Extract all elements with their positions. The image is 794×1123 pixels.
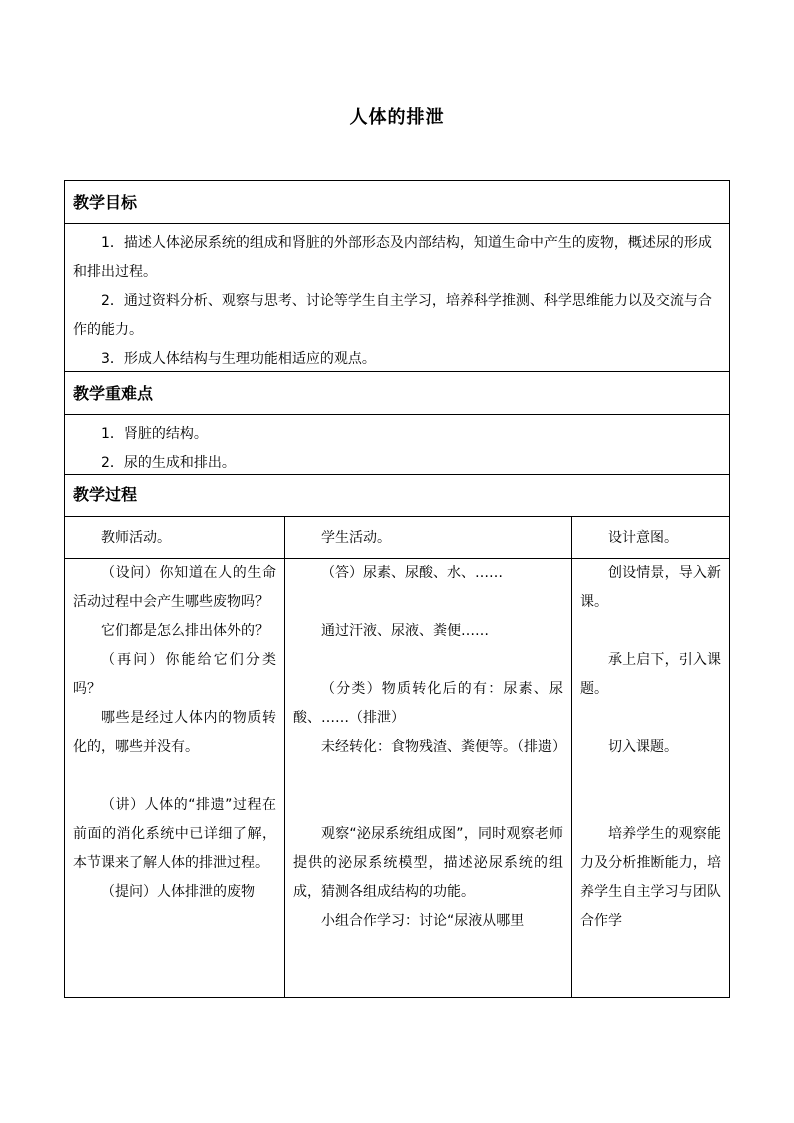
spacer <box>73 762 276 791</box>
keypoints-header: 教学重难点 <box>65 372 729 415</box>
student-line: （分类）物质转化后的有：尿素、尿酸、……（排泄） <box>293 681 563 726</box>
teacher-line: 哪些是经过人体内的物质转化的，哪些并没有。 <box>73 710 276 755</box>
col-header-student: 学生活动。 <box>321 530 391 546</box>
student-activity-cell <box>285 559 571 936</box>
teacher-activity-cell <box>65 559 284 907</box>
goal-item-1: 1．描述人体泌尿系统的组成和肾脏的外部形态及内部结构，知道生命中产生的废物，概述尿的形成和排出过程。 <box>73 235 712 280</box>
spacer <box>293 646 563 675</box>
spacer <box>293 588 563 617</box>
intent-cell <box>572 559 729 936</box>
goals-header: 教学目标 <box>65 181 729 224</box>
intent-line: 切入课题。 <box>608 739 678 755</box>
spacer <box>580 791 721 820</box>
goals-content <box>65 229 729 374</box>
keypoint-item-2: 2．尿的生成和排出。 <box>101 455 236 471</box>
teacher-line: （再问）你能给它们分类吗？ <box>73 652 276 697</box>
teacher-line: 它们都是怎么排出体外的？ <box>101 623 269 639</box>
teacher-line: （设问）你知道在人的生命活动过程中会产生哪些废物吗？ <box>73 565 276 610</box>
student-line: 小组合作学习：讨论“尿液从哪里 <box>321 913 525 929</box>
spacer <box>293 791 563 820</box>
keypoint-item-1: 1．肾脏的结构。 <box>101 426 208 442</box>
intent-line: 承上启下，引入课题。 <box>580 652 721 697</box>
intent-line: 创设情景，导入新课。 <box>580 565 721 610</box>
col-header-intent: 设计意图。 <box>608 530 678 546</box>
student-line: 未经转化：食物残渣、粪便等。（排遗） <box>321 739 566 755</box>
lesson-plan-table <box>64 180 730 998</box>
teacher-line: （提问）人体排泄的废物 <box>101 884 255 900</box>
spacer <box>293 762 563 791</box>
student-line: 通过汗液、尿液、粪便…… <box>321 623 489 639</box>
spacer <box>580 762 721 791</box>
goal-item-3: 3．形成人体结构与生理功能相适应的观点。 <box>101 351 376 367</box>
col-header-teacher: 教师活动。 <box>101 530 171 546</box>
document-title: 人体的排泄 <box>349 107 445 128</box>
intent-line: 培养学生的观察能力及分析推断能力，培养学生自主学习与团队合作学 <box>580 826 721 929</box>
process-header: 教学过程 <box>65 475 729 517</box>
student-line: 观察“泌尿系统组成图”，同时观察老师提供的泌尿系统模型，描述泌尿系统的组成，猜测各组成结构的功能。 <box>293 826 563 900</box>
keypoints-content <box>65 420 729 478</box>
spacer <box>580 704 721 733</box>
student-line: （答）尿素、尿酸、水、…… <box>321 565 503 581</box>
teacher-line: （讲）人体的“排遗”过程在前面的消化系统中已详细了解，本节课来了解人体的排泄过程。 <box>73 797 276 871</box>
goal-item-2: 2．通过资料分析、观察与思考、讨论等学生自主学习，培养科学推测、科学思维能力以及交流与合作的能力。 <box>73 293 712 338</box>
spacer <box>580 617 721 646</box>
